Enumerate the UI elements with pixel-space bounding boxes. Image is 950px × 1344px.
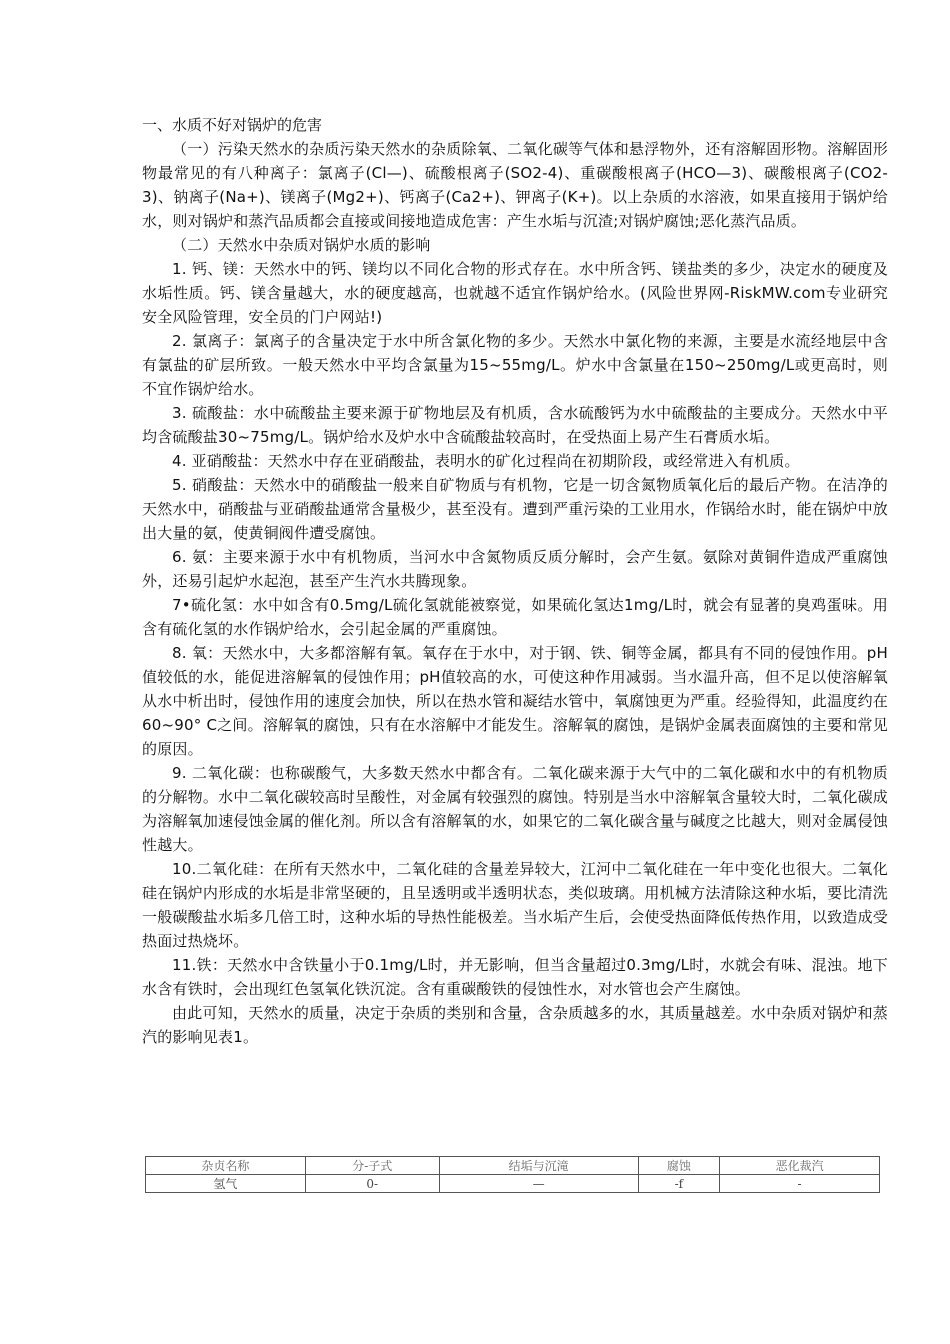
paragraph-11: 9. 二氧化碳：也称碳酸气，大多数天然水中都含有。二氧化碳来源于大气中的二氧化碳和水中的有机物质的分解物。水中二氧化碳较高时呈酸性，对金属有较强烈的腐蚀。特别是当水中溶解氧含量较大时，二氧化碳成为溶解氧加速侵蚀金属的催化剂。所以含有溶解氧的水，如果它的二氧化碳含量与碱度之比越大，则对金属侵蚀性越大。 xyxy=(142,764,888,854)
paragraph-5: 3. 硫酸盐：水中硫酸盐主要来源于矿物地层及有机质，含水硫酸钙为水中硫酸盐的主要成分。天然水中平均含硫酸盐30~75mg/L。锅炉给水及炉水中含硫酸盐较高时，在受热面上易产生石膏质水垢。 xyxy=(142,404,888,446)
paragraph-7: 5. 硝酸盐：天然水中的硝酸盐一般来自矿物质与有机物，它是一切含氮物质氧化后的最后产物。在洁净的天然水中，硝酸盐与亚硝酸盐通常含量极少，甚至没有。遭到严重污染的工业用水，作锅给水时，能在锅炉中放出大量的氨，使黄铜阀件遭受腐蚀。 xyxy=(142,476,888,542)
paragraph-13: 11.铁：天然水中含铁量小于0.1mg/L时，并无影响，但当含量超过0.3mg/L时，水就会有味、混浊。地下水含有铁时，会出现红色氢氧化铁沉淀。含有重碳酸铁的侵蚀性水，对水管也会产生腐蚀。 xyxy=(142,956,888,998)
document-body xyxy=(142,113,888,1049)
paragraph-2: （二）天然水中杂质对锅炉水质的影响 xyxy=(172,236,431,254)
table-cell: 氢气 xyxy=(146,1175,306,1193)
paragraph-10: 8. 氧：天然水中，大多都溶解有氧。氧存在于水中，对于钢、铁、铜等金属，都具有不同的侵蚀作用。pH值较低的水，能促进溶解氧的侵蚀作用；pH值较高的水，可使这种作用减弱。当水温升高，但不足以使溶解氧从水中析出时，侵蚀作用的速度会加快，所以在热水管和凝结水管中，氧腐蚀更为严重。经验得知，此温度约在60~90° C之间。溶解氧的腐蚀，只有在水溶解中才能发生。溶解氧的腐蚀，是锅炉金属表面腐蚀的主要和常见的原因。 xyxy=(142,644,888,758)
table-header-row xyxy=(146,1157,880,1175)
paragraph-3: 1. 钙、镁：天然水中的钙、镁均以不同化合物的形式存在。水中所含钙、镁盐类的多少，决定水的硬度及水垢性质。钙、镁含量越大，水的硬度越高，也就越不适宜作锅炉给水。(风险世界网-RiskMW.com专业研究安全风险管理，安全员的门户网站!) xyxy=(142,260,888,326)
table-row xyxy=(146,1175,880,1193)
table-header-cell: 杂贞名称 xyxy=(146,1157,306,1175)
paragraph-9: 7•硫化氢：水中如含有0.5mg/L硫化氢就能被察觉，如果硫化氢达1mg/L时，就会有显著的臭鸡蛋味。用含有硫化氢的水作锅炉给水，会引起金属的严重腐蚀。 xyxy=(142,596,888,638)
table-cell: — xyxy=(439,1175,638,1193)
table-header-cell: 腐蚀 xyxy=(638,1157,720,1175)
paragraph-8: 6. 氨：主要来源于水中有机物质，当河水中含氮物质反质分解时，会产生氨。氨除对黄铜件造成严重腐蚀外，还易引起炉水起泡，甚至产生汽水共腾现象。 xyxy=(142,548,888,590)
section-heading: 一、水质不好对锅炉的危害 xyxy=(142,116,323,134)
paragraph-1: （一）污染天然水的杂质污染天然水的杂质除氧、二氧化碳等气体和悬浮物外，还有溶解固形物。溶解固形物最常见的有八种离子：氯离子(Cl—)、硫酸根离子(SO2-4)、重碳酸根离子(HCO—3)、碳酸根离子(CO2-3)、钠离子(Na+)、镁离子(Mg2+)、钙离子(Ca2+)、钾离子(K+)。以上杂质的水溶液，如果直接用于锅炉给水，则对锅炉和蒸汽品质都会直接或间接地造成危害：产生水垢与沉渣;对锅炉腐蚀;恶化蒸汽品质。 xyxy=(142,140,888,230)
paragraph-14: 由此可知，天然水的质量，决定于杂质的类别和含量，含杂质越多的水，其质量越差。水中杂质对锅炉和蒸汽的影响见表1。 xyxy=(142,1004,888,1046)
table-header-cell: 结垢与沉滝 xyxy=(439,1157,638,1175)
paragraph-6: 4. 亚硝酸盐：天然水中存在亚硝酸盐，表明水的矿化过程尚在初期阶段，或经常进入有机质。 xyxy=(172,452,800,470)
table-header-cell: 恶化裁汽 xyxy=(720,1157,880,1175)
table-cell: - xyxy=(720,1175,880,1193)
table-header-cell: 分-子式 xyxy=(305,1157,439,1175)
impurity-table xyxy=(145,1156,880,1193)
table-cell: 0- xyxy=(305,1175,439,1193)
paragraph-4: 2. 氯离子：氯离子的含量决定于水中所含氯化物的多少。天然水中氯化物的来源，主要是水流经地层中含有氯盐的矿层所致。一般天然水中平均含氯量为15~55mg/L。炉水中含氯量在150~250mg/L或更高时，则不宜作锅炉给水。 xyxy=(142,332,888,398)
table-cell: -f xyxy=(638,1175,720,1193)
paragraph-12: 10.二氧化硅：在所有天然水中，二氧化硅的含量差异较大，江河中二氧化硅在一年中变化也很大。二氧化硅在锅炉内形成的水垢是非常坚硬的，且呈透明或半透明状态，类似玻璃。用机械方法清除这种水垢，要比清洗一般碳酸盐水垢多几倍工时，这种水垢的导热性能极差。当水垢产生后，会使受热面降低传热作用，以致造成受热面过热烧坏。 xyxy=(142,860,888,950)
